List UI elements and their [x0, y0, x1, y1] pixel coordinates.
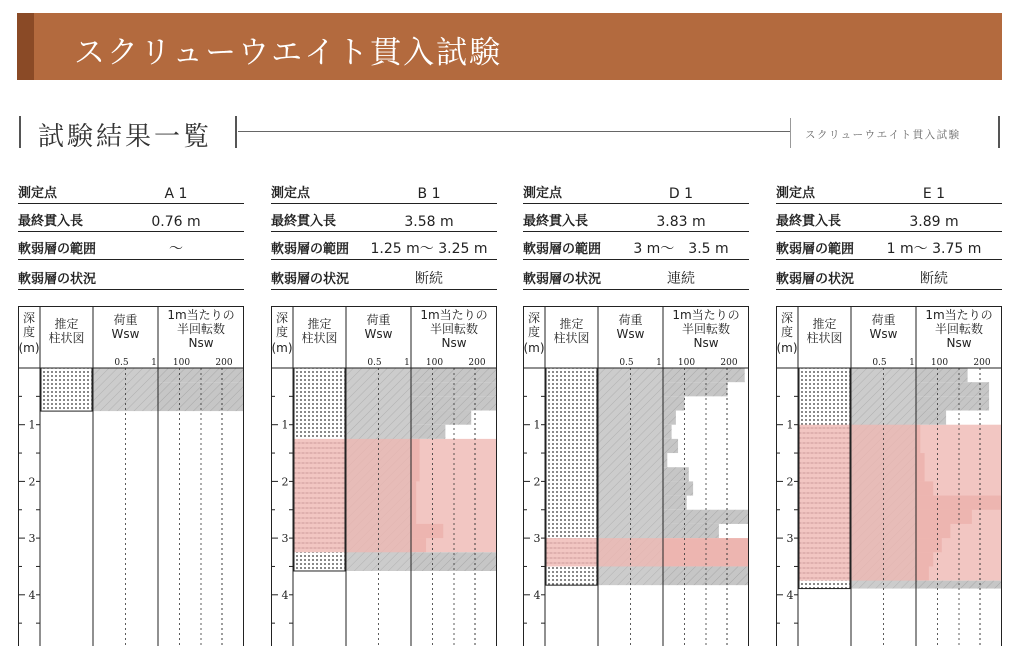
turns-header: 半回転数	[682, 321, 730, 336]
load-tick-label: 0.5	[114, 358, 129, 368]
nsw-bar	[663, 524, 719, 538]
profile-header: 柱状図	[806, 330, 842, 345]
profile-header: 柱状図	[553, 330, 589, 345]
profile-clay	[545, 538, 598, 566]
info-label: 最終貫入長	[18, 210, 83, 229]
info-label: 軟弱層の状況	[523, 268, 601, 287]
nsw-bar	[663, 439, 678, 453]
load-header: 荷重	[618, 312, 642, 327]
nsw-bar	[663, 411, 676, 425]
depth-label: 2	[534, 475, 541, 488]
info-value: 3.58 m	[359, 214, 499, 230]
info-label: 最終貫入長	[271, 210, 336, 229]
turn-tick-label: 100	[173, 358, 190, 368]
nsw-bar	[411, 524, 443, 538]
depth-header: 深	[23, 311, 35, 325]
info-label: 軟弱層の範囲	[523, 238, 601, 257]
info-label: 最終貫入長	[776, 210, 841, 229]
load-tick-label: 1	[656, 358, 662, 368]
profile-header: 柱状図	[301, 330, 337, 345]
info-row-soft-range	[271, 232, 497, 260]
boring-log-chart	[271, 306, 497, 646]
info-row-point	[523, 176, 749, 204]
depth-label: 3	[787, 532, 794, 545]
info-label: 測定点	[776, 182, 815, 201]
nsw-bar	[411, 411, 471, 425]
info-row-point	[18, 176, 244, 204]
profile-clay	[293, 439, 346, 552]
info-label: 測定点	[271, 182, 310, 201]
depth-label: 2	[787, 475, 794, 488]
soft-layer-wsw	[346, 439, 411, 552]
turns-header: 半回転数	[177, 321, 225, 336]
depth-label: 4	[787, 589, 794, 602]
info-label: 測定点	[18, 182, 57, 201]
load-tick-label: 1	[909, 358, 915, 368]
nsw-bar	[663, 368, 745, 382]
info-row-soft-range	[18, 232, 244, 260]
info-value: D 1	[611, 186, 751, 202]
info-value: E 1	[864, 186, 1004, 202]
profile-header: 推定	[307, 316, 331, 331]
info-label: 軟弱層の状況	[18, 268, 96, 287]
load-tick-label: 0.5	[619, 358, 634, 368]
depth-header: (m)	[18, 341, 39, 355]
nsw-bar	[663, 538, 749, 566]
section-title: 試験結果一覧	[38, 116, 212, 153]
nsw-bar	[158, 368, 244, 382]
nsw-bar	[916, 566, 929, 580]
profile-header: 推定	[812, 316, 836, 331]
depth-header: 深	[528, 311, 540, 325]
nsw-bar	[663, 496, 687, 510]
profile-header: 推定	[559, 316, 583, 331]
load-header: Wsw	[870, 327, 898, 341]
nsw-bar	[663, 467, 689, 481]
info-value: 3 m～ 3.5 m	[611, 238, 751, 258]
profile-header: 柱状図	[48, 330, 84, 345]
boring-log-chart	[776, 306, 1002, 646]
load-header: 荷重	[871, 312, 895, 327]
nsw-bar	[411, 481, 416, 524]
nsw-bar	[916, 496, 1002, 510]
info-label: 測定点	[523, 182, 562, 201]
nsw-bar	[663, 453, 667, 467]
nsw-bar	[663, 425, 672, 439]
depth-header: (m)	[271, 341, 292, 355]
point-panel	[18, 0, 244, 644]
info-row-length	[523, 204, 749, 232]
profile-clay	[798, 425, 851, 581]
depth-header: 度	[528, 324, 540, 339]
turn-tick-label: 200	[215, 358, 232, 368]
info-value: 1 m～ 3.75 m	[864, 238, 1004, 258]
nsw-bar	[158, 382, 244, 411]
nsw-bar	[663, 481, 693, 495]
turns-header: Nsw	[188, 336, 213, 350]
depth-header: (m)	[523, 341, 544, 355]
depth-header: 度	[781, 324, 793, 339]
load-header: Wsw	[112, 327, 140, 341]
point-panel	[776, 0, 1002, 644]
info-value: 断続	[359, 268, 499, 288]
info-value: 1.25 m～ 3.25 m	[359, 238, 499, 258]
profile-header: 推定	[54, 316, 78, 331]
info-row-soft-range	[523, 232, 749, 260]
nsw-bar	[411, 439, 420, 482]
load-header: Wsw	[365, 327, 393, 341]
nsw-bar	[916, 411, 946, 425]
boring-log-chart	[18, 306, 244, 646]
turn-tick-label: 100	[426, 358, 443, 368]
info-label: 軟弱層の状況	[271, 268, 349, 287]
info-row-length	[18, 204, 244, 232]
turn-tick-label: 200	[720, 358, 737, 368]
turns-header: Nsw	[441, 336, 466, 350]
depth-header: 度	[276, 324, 288, 339]
nsw-bar	[663, 396, 685, 410]
nsw-bar	[663, 510, 749, 524]
point-panel	[523, 0, 749, 644]
load-tick-label: 0.5	[367, 358, 382, 368]
turn-tick-label: 200	[973, 358, 990, 368]
load-header: 荷重	[366, 312, 390, 327]
nsw-bar	[916, 382, 989, 396]
nsw-bar	[411, 538, 426, 552]
profile-sand	[40, 368, 93, 411]
info-row-point	[776, 176, 1002, 204]
depth-label: 4	[534, 589, 541, 602]
info-value: 3.83 m	[611, 214, 751, 230]
turns-header: Nsw	[946, 336, 971, 350]
point-panel	[271, 0, 497, 644]
nsw-bar	[916, 524, 950, 538]
nsw-bar	[916, 552, 933, 566]
info-value: 3.89 m	[864, 214, 1004, 230]
info-value: A 1	[106, 186, 246, 202]
load-tick-label: 1	[404, 358, 410, 368]
info-label: 最終貫入長	[523, 210, 588, 229]
depth-header: 深	[276, 311, 288, 325]
turn-tick-label: 100	[931, 358, 948, 368]
info-row-soft-status	[18, 262, 244, 290]
info-row-length	[776, 204, 1002, 232]
nsw-bar	[916, 538, 942, 552]
turns-header: 1m当たりの	[167, 307, 234, 322]
turns-header: Nsw	[693, 336, 718, 350]
nsw-bar	[916, 510, 972, 524]
depth-label: 1	[282, 419, 289, 432]
nsw-bar	[916, 425, 920, 453]
depth-label: 1	[29, 419, 36, 432]
info-label: 軟弱層の範囲	[18, 238, 96, 257]
turns-header: 半回転数	[430, 321, 478, 336]
info-row-soft-status	[523, 262, 749, 290]
section-subtitle: スクリューウエイト貫入試験	[805, 127, 961, 142]
turns-header: 1m当たりの	[420, 307, 487, 322]
nsw-bar	[411, 368, 497, 382]
depth-label: 1	[787, 419, 794, 432]
nsw-bar	[663, 382, 728, 396]
depth-label: 3	[282, 532, 289, 545]
nsw-bar	[916, 368, 968, 382]
info-row-soft-range	[776, 232, 1002, 260]
info-row-soft-status	[776, 262, 1002, 290]
nsw-bar	[916, 481, 933, 495]
turns-header: 1m当たりの	[925, 307, 992, 322]
depth-label: 3	[29, 532, 36, 545]
turns-header: 1m当たりの	[672, 307, 739, 322]
depth-label: 4	[282, 589, 289, 602]
soft-layer-wsw	[598, 538, 663, 566]
load-header: 荷重	[113, 312, 137, 327]
nsw-bar	[916, 396, 989, 410]
info-value: 断続	[864, 268, 1004, 288]
nsw-bar	[916, 453, 925, 481]
depth-header: 深	[781, 311, 793, 325]
info-value: B 1	[359, 186, 499, 202]
info-row-length	[271, 204, 497, 232]
table-frame	[19, 307, 244, 646]
load-header: Wsw	[617, 327, 645, 341]
info-label: 軟弱層の範囲	[271, 238, 349, 257]
turn-tick-label: 100	[678, 358, 695, 368]
turns-header: 半回転数	[935, 321, 983, 336]
info-value: 連続	[611, 268, 751, 288]
depth-label: 2	[282, 475, 289, 488]
turn-tick-label: 200	[468, 358, 485, 368]
info-value: 0.76 m	[106, 214, 246, 230]
nsw-bar	[411, 425, 445, 439]
depth-label: 3	[534, 532, 541, 545]
load-tick-label: 0.5	[872, 358, 887, 368]
info-label: 軟弱層の範囲	[776, 238, 854, 257]
depth-label: 1	[534, 419, 541, 432]
info-row-soft-status	[271, 262, 497, 290]
load-tick-label: 1	[151, 358, 157, 368]
page-title: スクリューウエイト貫入試験	[74, 27, 502, 72]
info-value: ～	[106, 238, 246, 258]
info-row-point	[271, 176, 497, 204]
depth-header: (m)	[776, 341, 797, 355]
depth-header: 度	[23, 324, 35, 339]
info-label: 軟弱層の状況	[776, 268, 854, 287]
depth-label: 4	[29, 589, 36, 602]
boring-log-chart	[523, 306, 749, 646]
depth-label: 2	[29, 475, 36, 488]
